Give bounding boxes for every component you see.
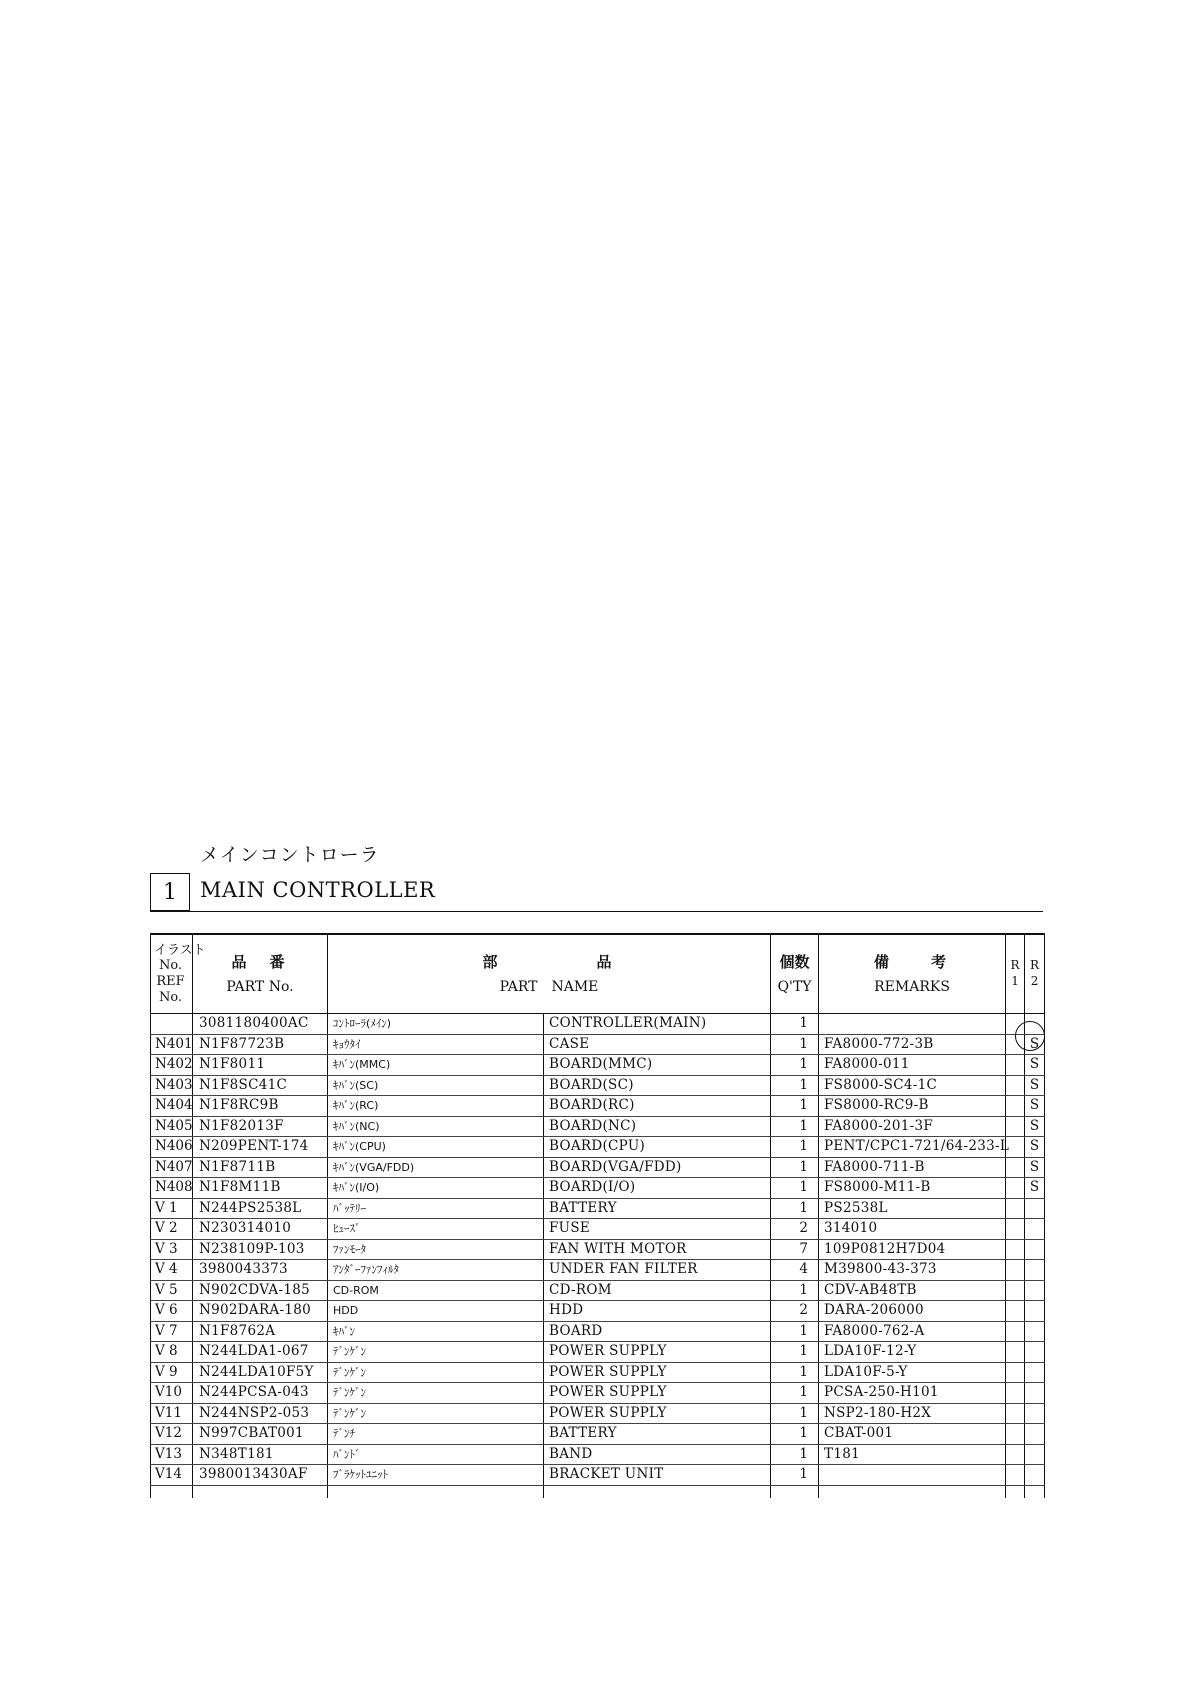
row-name-jp: ｷﾊﾞﾝ(I/O) bbox=[328, 1178, 544, 1199]
row-part-no: N230314010 bbox=[193, 1219, 328, 1240]
row-remarks: FA8000-711-B bbox=[819, 1157, 1006, 1178]
header-remarks-en: REMARKS bbox=[874, 978, 950, 995]
row-name-jp: ﾃﾞﾝﾁ bbox=[328, 1424, 544, 1445]
row-qty: 1 bbox=[771, 1362, 819, 1383]
row-part-no: 3980043373 bbox=[193, 1260, 328, 1281]
row-remarks bbox=[819, 1485, 1006, 1498]
row-r2 bbox=[1025, 1321, 1045, 1342]
row-r1 bbox=[1006, 1157, 1025, 1178]
header-part-no bbox=[193, 934, 328, 1014]
row-name-en: BOARD bbox=[544, 1321, 771, 1342]
table-row bbox=[151, 1321, 1045, 1342]
row-r2 bbox=[1025, 1444, 1045, 1465]
row-ref: N407 bbox=[151, 1157, 193, 1178]
header-part-name bbox=[328, 934, 771, 1014]
row-name-jp bbox=[328, 1485, 544, 1498]
row-qty: 7 bbox=[771, 1239, 819, 1260]
row-qty: 1 bbox=[771, 1383, 819, 1404]
row-r1 bbox=[1006, 1198, 1025, 1219]
row-name-en: UNDER FAN FILTER bbox=[544, 1260, 771, 1281]
row-part-no: N902DARA-180 bbox=[193, 1301, 328, 1322]
row-ref: V 5 bbox=[151, 1280, 193, 1301]
row-qty: 1 bbox=[771, 1280, 819, 1301]
table-row bbox=[151, 1239, 1045, 1260]
row-part-no: N1F87723B bbox=[193, 1034, 328, 1055]
row-remarks: PENT/CPC1-721/64-233-L bbox=[819, 1137, 1006, 1158]
section-number-box bbox=[150, 873, 190, 911]
row-r2 bbox=[1025, 1198, 1045, 1219]
row-name-jp: ﾃﾞﾝｹﾞﾝ bbox=[328, 1383, 544, 1404]
header-ref-en-no: No. bbox=[158, 989, 183, 1005]
row-r1 bbox=[1006, 1055, 1025, 1076]
row-ref: V12 bbox=[151, 1424, 193, 1445]
header-r2-digit: 2 bbox=[1030, 974, 1039, 988]
row-name-en: CONTROLLER(MAIN) bbox=[544, 1014, 771, 1035]
row-part-no: N1F8762A bbox=[193, 1321, 328, 1342]
row-name-jp: ﾊﾞﾝﾄﾞ bbox=[328, 1444, 544, 1465]
row-name-jp: ｷﾊﾞﾝ(NC) bbox=[328, 1116, 544, 1137]
section-subtitle-jp: メインコントローラ bbox=[200, 844, 380, 866]
row-name-en: BRACKET UNIT bbox=[544, 1465, 771, 1486]
row-name-en: CD-ROM bbox=[544, 1280, 771, 1301]
row-r1 bbox=[1006, 1362, 1025, 1383]
row-r1 bbox=[1006, 1424, 1025, 1445]
row-name-jp: ﾃﾞﾝｹﾞﾝ bbox=[328, 1342, 544, 1363]
row-r1 bbox=[1006, 1178, 1025, 1199]
row-name-en: BOARD(VGA/FDD) bbox=[544, 1157, 771, 1178]
table-body bbox=[151, 1014, 1045, 1498]
row-part-no: N244NSP2-053 bbox=[193, 1403, 328, 1424]
table-row bbox=[151, 1260, 1045, 1281]
row-r2 bbox=[1025, 1260, 1045, 1281]
row-remarks bbox=[819, 1465, 1006, 1486]
row-remarks: FA8000-762-A bbox=[819, 1321, 1006, 1342]
row-ref: V11 bbox=[151, 1403, 193, 1424]
row-qty: 1 bbox=[771, 1157, 819, 1178]
row-remarks: NSP2-180-H2X bbox=[819, 1403, 1006, 1424]
table-row bbox=[151, 1075, 1045, 1096]
row-qty: 1 bbox=[771, 1444, 819, 1465]
header-ref-en: REF bbox=[156, 974, 185, 989]
table-row bbox=[151, 1280, 1045, 1301]
row-part-no: N1F8RC9B bbox=[193, 1096, 328, 1117]
row-name-jp: ｷﾊﾞﾝ(RC) bbox=[328, 1096, 544, 1117]
row-name-en: BAND bbox=[544, 1444, 771, 1465]
row-r2: S bbox=[1025, 1075, 1045, 1096]
header-r2 bbox=[1025, 934, 1045, 1014]
row-part-no: N244PCSA-043 bbox=[193, 1383, 328, 1404]
row-r1 bbox=[1006, 1219, 1025, 1240]
header-part-no-jp: 品 番 bbox=[231, 952, 289, 971]
row-ref: V13 bbox=[151, 1444, 193, 1465]
row-remarks: FA8000-011 bbox=[819, 1055, 1006, 1076]
header-r1-digit: 1 bbox=[1011, 974, 1019, 988]
row-qty: 1 bbox=[771, 1342, 819, 1363]
row-r2 bbox=[1025, 1280, 1045, 1301]
row-r2: S bbox=[1025, 1178, 1045, 1199]
row-qty: 1 bbox=[771, 1321, 819, 1342]
row-remarks: 109P0812H7D04 bbox=[819, 1239, 1006, 1260]
row-name-jp: ｷﾊﾞﾝ bbox=[328, 1321, 544, 1342]
table-row bbox=[151, 1424, 1045, 1445]
row-part-no: 3980013430AF bbox=[193, 1465, 328, 1486]
row-ref: V10 bbox=[151, 1383, 193, 1404]
header-r1-letter: R bbox=[1010, 958, 1020, 973]
row-r1 bbox=[1006, 1383, 1025, 1404]
row-remarks: LDA10F-12-Y bbox=[819, 1342, 1006, 1363]
row-ref: V 7 bbox=[151, 1321, 193, 1342]
row-qty: 2 bbox=[771, 1219, 819, 1240]
row-r1 bbox=[1006, 1116, 1025, 1137]
header-ref-jp: イラスト bbox=[154, 942, 206, 958]
table-row bbox=[151, 1034, 1045, 1055]
row-remarks bbox=[819, 1014, 1006, 1035]
header-remarks-jp: 備 考 bbox=[874, 952, 951, 971]
row-name-jp: ﾃﾞﾝｹﾞﾝ bbox=[328, 1362, 544, 1383]
row-r1 bbox=[1006, 1321, 1025, 1342]
row-ref: V 3 bbox=[151, 1239, 193, 1260]
row-r2: S bbox=[1025, 1157, 1045, 1178]
row-ref: V 2 bbox=[151, 1219, 193, 1240]
row-name-jp: CD-ROM bbox=[328, 1280, 544, 1301]
row-name-en: FAN WITH MOTOR bbox=[544, 1239, 771, 1260]
row-ref: N404 bbox=[151, 1096, 193, 1117]
table-row bbox=[151, 1383, 1045, 1404]
table-row bbox=[151, 1301, 1045, 1322]
header-qty-en: Q'TY bbox=[777, 978, 812, 995]
row-part-no: N1F8711B bbox=[193, 1157, 328, 1178]
row-qty bbox=[771, 1485, 819, 1498]
row-ref: N402 bbox=[151, 1055, 193, 1076]
circle-mark bbox=[1015, 1021, 1045, 1051]
row-part-no: N1F82013F bbox=[193, 1116, 328, 1137]
row-ref: V 8 bbox=[151, 1342, 193, 1363]
row-remarks: DARA-206000 bbox=[819, 1301, 1006, 1322]
row-name-jp: ｺﾝﾄﾛｰﾗ(ﾒｲﾝ) bbox=[328, 1014, 544, 1035]
row-ref: N406 bbox=[151, 1137, 193, 1158]
row-r1 bbox=[1006, 1465, 1025, 1486]
row-r1 bbox=[1006, 1342, 1025, 1363]
row-name-en: HDD bbox=[544, 1301, 771, 1322]
row-ref: V 9 bbox=[151, 1362, 193, 1383]
header-r1 bbox=[1006, 934, 1025, 1014]
row-remarks: T181 bbox=[819, 1444, 1006, 1465]
row-name-jp: ｷﾊﾞﾝ(SC) bbox=[328, 1075, 544, 1096]
table-row bbox=[151, 1157, 1045, 1178]
row-name-en: POWER SUPPLY bbox=[544, 1383, 771, 1404]
row-part-no: N1F8M11B bbox=[193, 1178, 328, 1199]
row-qty: 1 bbox=[771, 1465, 819, 1486]
row-r1 bbox=[1006, 1096, 1025, 1117]
row-qty: 1 bbox=[771, 1055, 819, 1076]
header-remarks bbox=[819, 934, 1006, 1014]
row-qty: 1 bbox=[771, 1096, 819, 1117]
row-part-no: N244PS2538L bbox=[193, 1198, 328, 1219]
row-r2 bbox=[1025, 1362, 1045, 1383]
row-part-no: N997CBAT001 bbox=[193, 1424, 328, 1445]
table-row bbox=[151, 1444, 1045, 1465]
table-row bbox=[151, 1342, 1045, 1363]
header-ref-no bbox=[151, 934, 206, 1014]
row-qty: 1 bbox=[771, 1014, 819, 1035]
row-name-jp: ｷﾊﾞﾝ(VGA/FDD) bbox=[328, 1157, 544, 1178]
row-qty: 1 bbox=[771, 1116, 819, 1137]
row-name-jp: ｷｮｳﾀｲ bbox=[328, 1034, 544, 1055]
row-part-no: N1F8011 bbox=[193, 1055, 328, 1076]
row-remarks: CBAT-001 bbox=[819, 1424, 1006, 1445]
row-r2 bbox=[1025, 1485, 1045, 1498]
row-ref bbox=[151, 1014, 193, 1035]
table-row bbox=[151, 1014, 1045, 1035]
row-r2 bbox=[1025, 1403, 1045, 1424]
header-qty-jp: 個数 bbox=[779, 952, 810, 971]
row-remarks: FS8000-M11-B bbox=[819, 1178, 1006, 1199]
row-r2 bbox=[1025, 1301, 1045, 1322]
row-qty: 1 bbox=[771, 1034, 819, 1055]
table-row bbox=[151, 1219, 1045, 1240]
row-r2: S bbox=[1025, 1055, 1045, 1076]
row-name-en: CASE bbox=[544, 1034, 771, 1055]
header-r2-letter: R bbox=[1029, 958, 1040, 973]
row-part-no: N209PENT-174 bbox=[193, 1137, 328, 1158]
row-remarks: M39800-43-373 bbox=[819, 1260, 1006, 1281]
table-row bbox=[151, 1096, 1045, 1117]
row-name-jp: ﾌｧﾝﾓｰﾀ bbox=[328, 1239, 544, 1260]
row-name-jp: ﾌﾞﾗｹｯﾄﾕﾆｯﾄ bbox=[328, 1465, 544, 1486]
row-remarks: LDA10F-5-Y bbox=[819, 1362, 1006, 1383]
row-name-en: FUSE bbox=[544, 1219, 771, 1240]
row-name-en: BATTERY bbox=[544, 1198, 771, 1219]
row-name-en: BOARD(SC) bbox=[544, 1075, 771, 1096]
row-name-en: BATTERY bbox=[544, 1424, 771, 1445]
header-ref-no-label: No. bbox=[158, 958, 183, 974]
row-r1 bbox=[1006, 1075, 1025, 1096]
row-ref: V 6 bbox=[151, 1301, 193, 1322]
row-r1 bbox=[1006, 1239, 1025, 1260]
row-ref bbox=[151, 1485, 193, 1498]
row-name-jp: HDD bbox=[328, 1301, 544, 1322]
row-name-en: BOARD(MMC) bbox=[544, 1055, 771, 1076]
row-name-en: POWER SUPPLY bbox=[544, 1403, 771, 1424]
row-name-jp: ﾃﾞﾝｹﾞﾝ bbox=[328, 1403, 544, 1424]
table-row bbox=[151, 1055, 1045, 1076]
table-header-row bbox=[151, 934, 1045, 1014]
row-remarks: FS8000-RC9-B bbox=[819, 1096, 1006, 1117]
table-row bbox=[151, 1198, 1045, 1219]
row-r1 bbox=[1006, 1301, 1025, 1322]
row-ref: V14 bbox=[151, 1465, 193, 1486]
row-r2 bbox=[1025, 1219, 1045, 1240]
header-part-name-jp: 部 品 bbox=[482, 952, 616, 971]
section-number: 1 bbox=[163, 879, 177, 905]
row-name-en: POWER SUPPLY bbox=[544, 1342, 771, 1363]
table-row bbox=[151, 1362, 1045, 1383]
table-row bbox=[151, 1465, 1045, 1486]
row-part-no: N348T181 bbox=[193, 1444, 328, 1465]
row-remarks: FA8000-772-3B bbox=[819, 1034, 1006, 1055]
row-r2 bbox=[1025, 1383, 1045, 1404]
row-ref: V 1 bbox=[151, 1198, 193, 1219]
header-qty bbox=[771, 934, 819, 1014]
header-part-name-en: PART NAME bbox=[499, 978, 599, 995]
row-r2 bbox=[1025, 1465, 1045, 1486]
row-remarks: CDV-AB48TB bbox=[819, 1280, 1006, 1301]
row-part-no: N238109P-103 bbox=[193, 1239, 328, 1260]
row-qty: 1 bbox=[771, 1075, 819, 1096]
row-name-en: POWER SUPPLY bbox=[544, 1362, 771, 1383]
row-r1 bbox=[1006, 1485, 1025, 1498]
row-name-jp: ﾊﾞｯﾃﾘｰ bbox=[328, 1198, 544, 1219]
row-name-jp: ﾋｭｰｽﾞ bbox=[328, 1219, 544, 1240]
row-name-jp: ｷﾊﾞﾝ(CPU) bbox=[328, 1137, 544, 1158]
row-ref: N405 bbox=[151, 1116, 193, 1137]
row-part-no: 3081180400AC bbox=[193, 1014, 328, 1035]
row-qty: 2 bbox=[771, 1301, 819, 1322]
row-remarks: FS8000-SC4-1C bbox=[819, 1075, 1006, 1096]
row-r2: S bbox=[1025, 1096, 1045, 1117]
header-part-no-en: PART No. bbox=[226, 978, 294, 995]
row-part-no: N1F8SC41C bbox=[193, 1075, 328, 1096]
row-part-no: N244LDA1-067 bbox=[193, 1342, 328, 1363]
row-r1 bbox=[1006, 1444, 1025, 1465]
row-ref: N403 bbox=[151, 1075, 193, 1096]
table-row bbox=[151, 1485, 1045, 1498]
row-name-en bbox=[544, 1485, 771, 1498]
row-remarks: PS2538L bbox=[819, 1198, 1006, 1219]
row-r2 bbox=[1025, 1424, 1045, 1445]
row-r2: S bbox=[1025, 1116, 1045, 1137]
row-name-jp: ｷﾊﾞﾝ(MMC) bbox=[328, 1055, 544, 1076]
title-underline bbox=[150, 911, 1043, 912]
row-ref: N408 bbox=[151, 1178, 193, 1199]
row-r2 bbox=[1025, 1342, 1045, 1363]
row-r1 bbox=[1006, 1403, 1025, 1424]
row-remarks: FA8000-201-3F bbox=[819, 1116, 1006, 1137]
row-part-no bbox=[193, 1485, 328, 1498]
row-r2 bbox=[1025, 1239, 1045, 1260]
row-name-en: BOARD(RC) bbox=[544, 1096, 771, 1117]
row-r2: S bbox=[1025, 1137, 1045, 1158]
section-title: MAIN CONTROLLER bbox=[200, 878, 436, 902]
row-remarks: 314010 bbox=[819, 1219, 1006, 1240]
table-row bbox=[151, 1178, 1045, 1199]
row-part-no: N244LDA10F5Y bbox=[193, 1362, 328, 1383]
row-qty: 1 bbox=[771, 1198, 819, 1219]
row-qty: 1 bbox=[771, 1424, 819, 1445]
row-ref: N401 bbox=[151, 1034, 193, 1055]
parts-table bbox=[150, 933, 1045, 1498]
row-r2: S bbox=[1025, 1034, 1045, 1055]
row-part-no: N902CDVA-185 bbox=[193, 1280, 328, 1301]
row-name-jp: ｱﾝﾀﾞｰﾌｧﾝﾌｨﾙﾀ bbox=[328, 1260, 544, 1281]
row-qty: 1 bbox=[771, 1137, 819, 1158]
row-name-en: BOARD(NC) bbox=[544, 1116, 771, 1137]
row-name-en: BOARD(I/O) bbox=[544, 1178, 771, 1199]
table-row bbox=[151, 1116, 1045, 1137]
row-r1 bbox=[1006, 1280, 1025, 1301]
row-ref: V 4 bbox=[151, 1260, 193, 1281]
row-remarks: PCSA-250-H101 bbox=[819, 1383, 1006, 1404]
row-qty: 1 bbox=[771, 1403, 819, 1424]
row-qty: 1 bbox=[771, 1178, 819, 1199]
table-row bbox=[151, 1137, 1045, 1158]
row-qty: 4 bbox=[771, 1260, 819, 1281]
row-r1 bbox=[1006, 1260, 1025, 1281]
table-row bbox=[151, 1403, 1045, 1424]
row-name-en: BOARD(CPU) bbox=[544, 1137, 771, 1158]
